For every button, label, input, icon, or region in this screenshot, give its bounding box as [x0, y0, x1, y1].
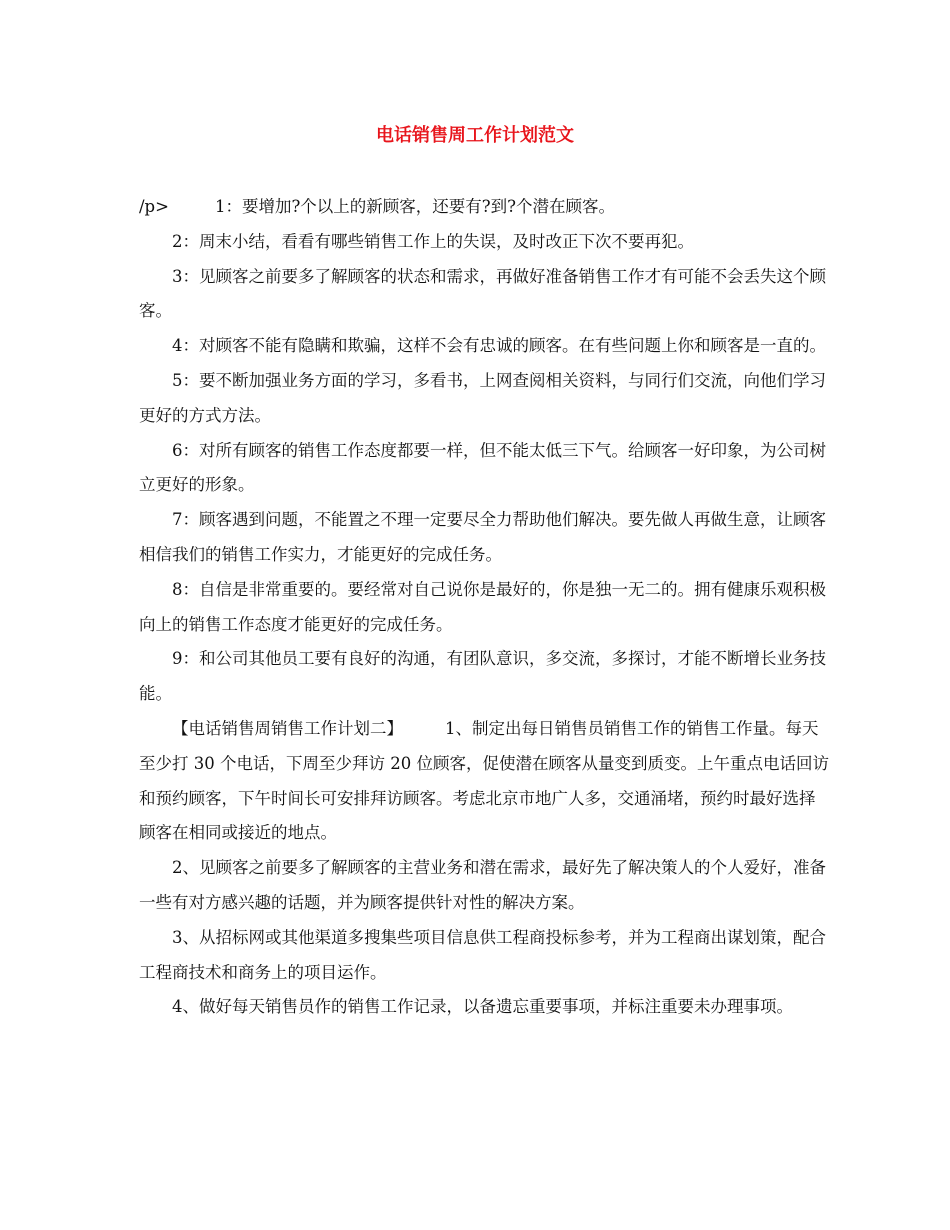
section2-paragraph-1-text: 1、制定出每日销售员销售工作的销售工作量。每天至少打 30 个电话，下周至少拜访 20 位顾客，促使潜在顾客从量变到质变。上午重点电话回访和预约顾客，下午时间长可安排拜访顾客。考虑北京市地广人多，交通涌堵，预约时最好选择顾客在相同或接近的地点。: [139, 718, 829, 843]
section2-paragraph-2: 2、见顾客之前要多了解顾客的主营业务和潜在需求，最好先了解决策人的个人爱好，准备一些有对方感兴趣的话题，并为顾客提供针对性的解决方案。: [139, 858, 826, 912]
paragraph-6: 6：对所有顾客的销售工作态度都要一样，但不能太低三下气。给顾客一好印象，为公司树立更好的形象。: [139, 440, 826, 495]
paragraph-1-text: 1：要增加?个以上的新顾客，还要有?到?个潜在顾客。: [214, 197, 615, 216]
paragraph-8: 8：自信是非常重要的。要经常对自己说你是最好的，你是独一无二的。拥有健康乐观积极向上的销售工作态度才能更好的完成任务。: [139, 579, 826, 634]
section2-heading: 【电话销售周销售工作计划二】: [172, 718, 403, 738]
paragraph-2: 2：周末小结，看看有哪些销售工作上的失误，及时改正下次不要再犯。: [172, 231, 694, 251]
document-title: 电话销售周工作计划范文: [376, 125, 574, 146]
paragraph-3: 3：见顾客之前要多了解顾客的状态和需求，再做好准备销售工作才有可能不会丢失这个顾客。: [139, 266, 826, 321]
paragraph-4: 4：对顾客不能有隐瞒和欺骗，这样不会有忠诚的顾客。在有些问题上你和顾客是一直的。: [172, 336, 826, 356]
document-body: [139, 190, 829, 1025]
section2-paragraph-1: [139, 712, 829, 851]
stray-tag-text: /p>: [139, 197, 169, 216]
paragraph-5: 5：要不断加强业务方面的学习，多看书，上网查阅相关资料，与同行们交流，向他们学习更好的方式方法。: [139, 370, 826, 425]
paragraph-7: 7：顾客遇到问题，不能置之不理一定要尽全力帮助他们解决。要先做人再做生意，让顾客相信我们的销售工作实力，才能更好的完成任务。: [139, 510, 826, 564]
section2-paragraph-4: 4、做好每天销售员作的销售工作记录，以备遗忘重要事项，并标注重要未办理事项。: [172, 997, 793, 1017]
section2-paragraph-3: 3、从招标网或其他渠道多搜集些项目信息供工程商投标参考，并为工程商出谋划策，配合工程商技术和商务上的项目运作。: [139, 927, 826, 982]
paragraph-9: 9：和公司其他员工要有良好的沟通，有团队意识，多交流，多探讨，才能不断增长业务技能。: [139, 649, 826, 704]
paragraph-1: [139, 190, 829, 225]
